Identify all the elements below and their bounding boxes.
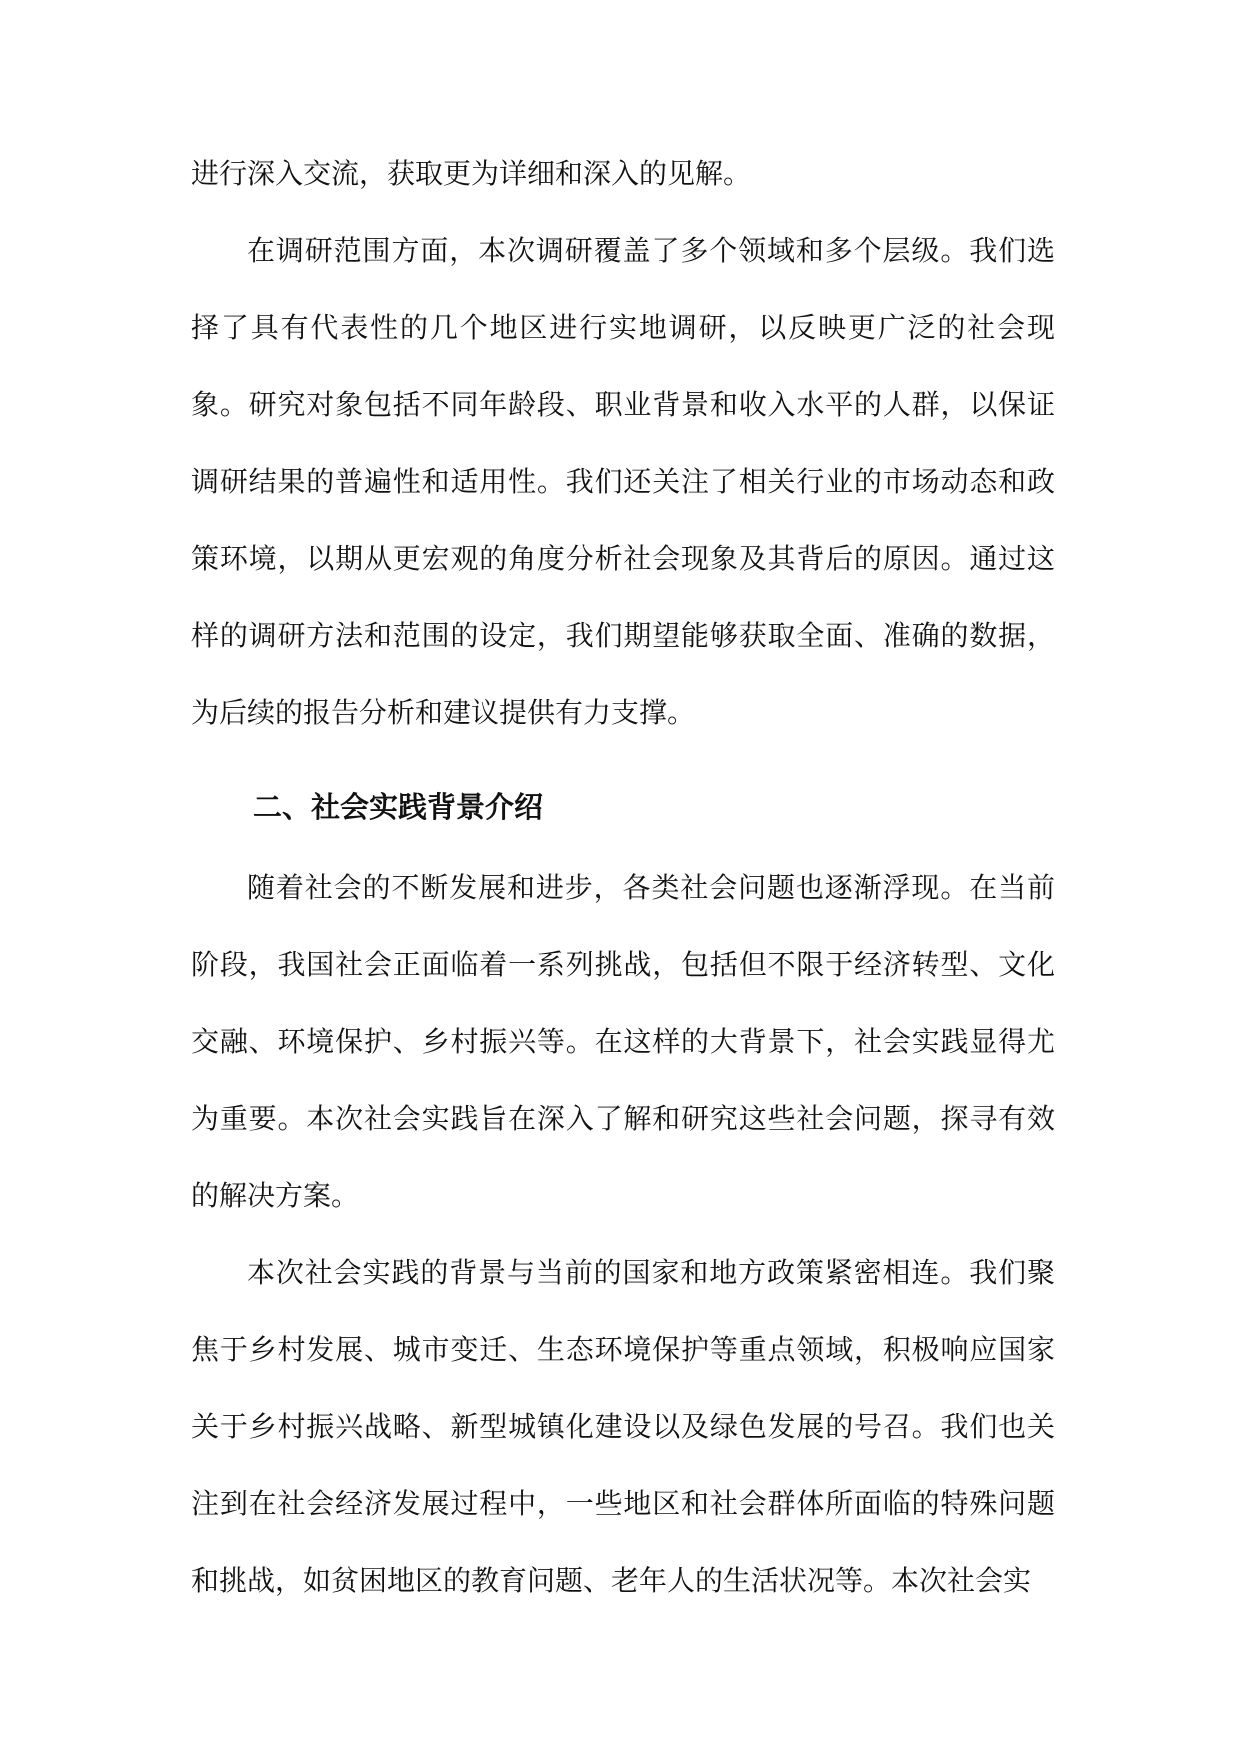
document-body bbox=[191, 135, 1055, 1619]
paragraph-research-scope: 在调研范围方面，本次调研覆盖了多个领域和多个层级。我们选择了具有代表性的几个地区进行实地调研，以反映更广泛的社会现象。研究对象包括不同年龄段、职业背景和收入水平的人群，以保证调研结果的普遍性和适用性。我们还关注了相关行业的市场动态和政策环境，以期从更宏观的角度分析社会现象及其背后的原因。通过这样的调研方法和范围的设定，我们期望能够获取全面、准确的数据，为后续的报告分析和建议提供有力支撑。 bbox=[191, 234, 1055, 729]
paragraph-continued: 进行深入交流，获取更为详细和深入的见解。 bbox=[191, 157, 752, 190]
section-heading: 二、社会实践背景介绍 bbox=[253, 790, 544, 824]
paragraph-policy: 本次社会实践的背景与当前的国家和地方政策紧密相连。我们聚焦于乡村发展、城市变迁、生态环境保护等重点领域，积极响应国家关于乡村振兴战略、新型城镇化建设以及绿色发展的号召。我们也关注到在社会经济发展过程中，一些地区和社会群体所面临的特殊问题和挑战，如贫困地区的教育问题、老年人的生活状况等。本次社会实 bbox=[191, 1256, 1055, 1597]
paragraph-background: 随着社会的不断发展和进步，各类社会问题也逐渐浮现。在当前阶段，我国社会正面临着一系列挑战，包括但不限于经济转型、文化交融、环境保护、乡村振兴等。在这样的大背景下，社会实践显得尤为重要。本次社会实践旨在深入了解和研究这些社会问题，探寻有效的解决方案。 bbox=[191, 871, 1055, 1212]
